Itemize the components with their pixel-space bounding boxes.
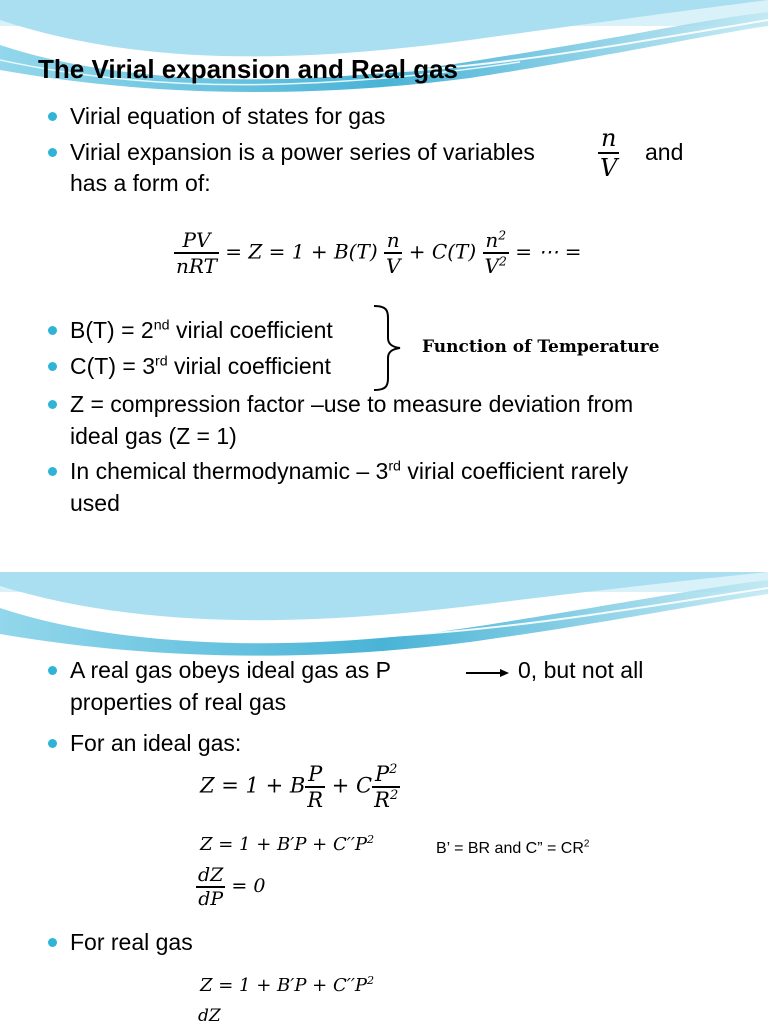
bullet-virial-equation [70, 100, 385, 132]
bullet-text: C(T) = 3 [70, 353, 155, 379]
lhs-denominator: nRT [176, 254, 217, 278]
brace-annotation: Function of Temperature [422, 337, 660, 357]
equation-text: Z = 1 + B′P + C′′P [200, 975, 368, 996]
lhs-numerator: PV [182, 228, 211, 252]
bullet-continuation: properties of real gas [70, 689, 287, 715]
bullet-real-gas [70, 926, 193, 958]
term2-denominator: R [374, 788, 390, 812]
bullet-dot [48, 148, 57, 157]
term2-numerator-exponent: 2 [389, 762, 398, 777]
bullet-text: B(T) = 2 [70, 317, 154, 343]
derivative-denominator: dP [196, 886, 225, 910]
derivative-rhs: = 0 [231, 875, 266, 897]
term2-numerator-exponent: 2 [498, 227, 507, 243]
ordinal-superscript: rd [154, 353, 168, 370]
equation-exponent: 2 [367, 833, 375, 846]
bullet-ideal-gas [70, 727, 241, 759]
slide-separator [0, 560, 768, 572]
bullet-continuation: has a form of: [70, 170, 211, 196]
fraction-denominator: V [600, 154, 618, 182]
bullet-dot [48, 739, 57, 748]
bullet-c-coefficient [70, 350, 331, 382]
bullet-real-gas-obeys [70, 654, 391, 686]
bullet-text: For real gas [70, 929, 193, 955]
bullet-text: Virial expansion is a power series of variables [70, 139, 535, 165]
term1-denominator: R [307, 788, 324, 812]
derivative-equation [196, 864, 265, 910]
virial-equation [174, 228, 581, 278]
term2-numerator: n [485, 228, 499, 252]
ordinal-superscript: nd [153, 317, 170, 334]
ordinal-superscript: rd [388, 458, 401, 475]
equation-plus-c: + C [331, 773, 373, 798]
equation-exponent: 2 [367, 974, 375, 987]
header-wave-decoration [0, 572, 768, 662]
term1-numerator: n [386, 228, 400, 252]
ideal-gas-equation [200, 762, 400, 812]
term1-denominator: V [385, 254, 401, 278]
bullet-dot [48, 400, 57, 409]
fraction-numerator: n [600, 124, 617, 152]
term2-denominator-exponent: 2 [498, 253, 507, 269]
bullet-text: For an ideal gas: [70, 730, 242, 756]
bullet-compression-factor [70, 388, 633, 420]
equation-text: Z = 1 + B′P + C′′P [200, 834, 368, 855]
curly-brace [370, 304, 410, 392]
equation-start: Z = 1 + B [200, 773, 306, 798]
bullet-virial-expansion [70, 136, 535, 168]
equation-plus-c: + C(T) [408, 239, 477, 264]
bullet-text-rest: virial coefficient [167, 353, 331, 379]
fraction-n-over-v [598, 124, 619, 182]
bullet-continuation: used [70, 490, 120, 516]
term1-numerator: P [308, 762, 323, 786]
bullet-text: Z = compression factor –use to measure deviation from [70, 391, 634, 417]
bullet-text-rest: virial coefficient [169, 317, 333, 343]
derivative-numerator-cut: dZ [198, 1006, 221, 1024]
slide-2 [0, 572, 768, 1024]
bullet-text: In chemical thermodynamic – 3 [70, 458, 389, 484]
equation-tail: = ⋯ = [515, 239, 582, 264]
bullet-text: A real gas obeys ideal gas as P [70, 657, 391, 683]
arrow-right-icon [466, 668, 510, 678]
header-wave-decoration [0, 0, 768, 100]
bullet-dot [48, 112, 57, 121]
note-text: B’ = BR and C” = CR [436, 840, 584, 857]
bullet-dot [48, 467, 57, 476]
note-superscript: 2 [583, 838, 590, 850]
bullet-b-coefficient [70, 314, 333, 346]
slide-title: The Virial expansion and Real gas [38, 54, 458, 84]
term2-denominator-exponent: 2 [389, 788, 399, 803]
real-gas-equation [200, 975, 374, 996]
expanded-equation [200, 834, 374, 855]
bullet-dot [48, 326, 57, 335]
term2-denominator: V [484, 254, 499, 278]
bullet-and-word: and [645, 139, 684, 165]
bullet-dot [48, 666, 57, 675]
bullet-continuation: ideal gas (Z = 1) [70, 423, 237, 449]
bullet-text: Virial equation of states for gas [70, 103, 386, 129]
equation-middle: = Z = 1 + B(T) [225, 239, 378, 264]
derivative-numerator: dZ [198, 864, 224, 886]
bullet-dot [48, 362, 57, 371]
term2-numerator: P [374, 762, 390, 786]
coefficient-relation-note [436, 840, 589, 858]
bullet-text-rest: virial coefficient rarely [400, 458, 629, 484]
bullet-chemical-thermodynamic [70, 455, 628, 487]
bullet-dot [48, 938, 57, 947]
bullet-text-continued: 0, but not all [518, 657, 644, 683]
